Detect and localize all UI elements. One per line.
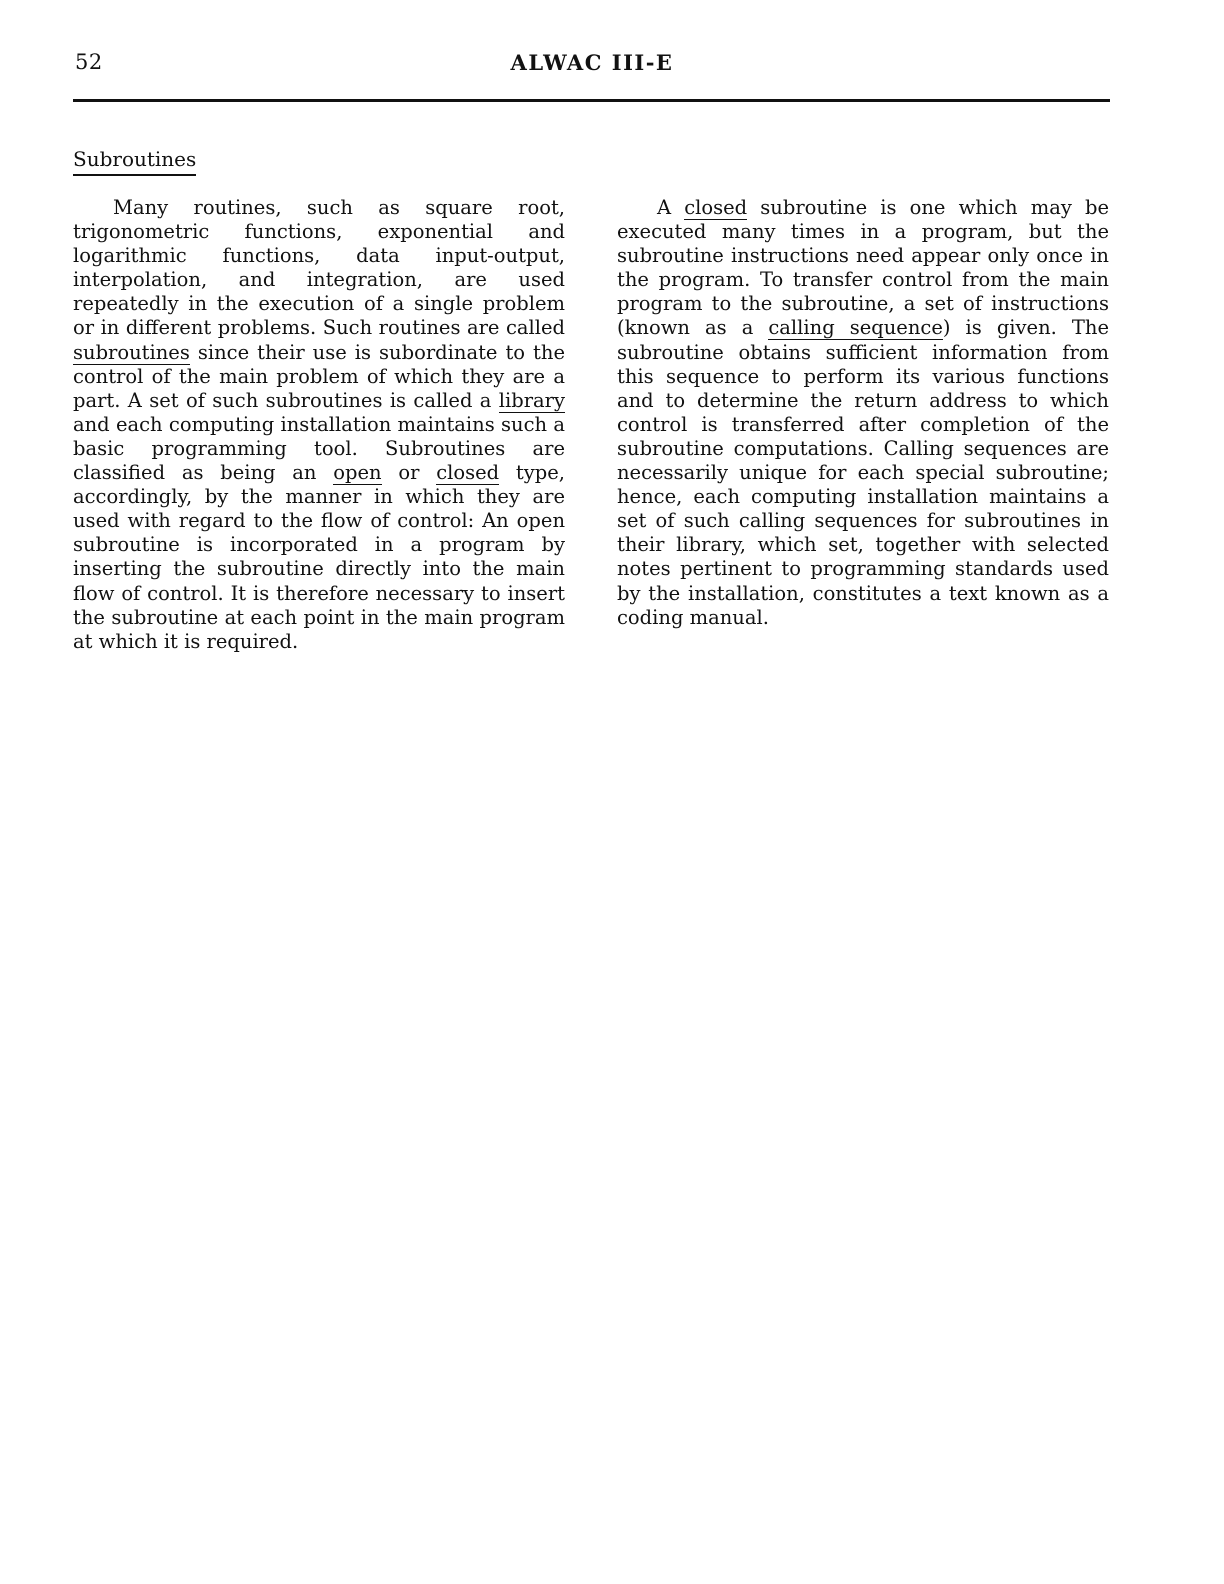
paragraph-closed-subroutine	[617, 196, 1109, 630]
term-subroutines: subroutines	[73, 340, 190, 364]
text-run: and each computing installation maintains such a basic programming tool. Subroutines are classified as being an	[73, 412, 565, 485]
term-closed: closed	[436, 461, 500, 485]
term-library: library	[498, 388, 565, 412]
header-rule	[73, 99, 1110, 102]
text-run: Many routines, such as square root, trigonometric functions, exponential and logarithmic functions, data input-output, interpolation, and integration, are used repeatedly in the execution of a single problem or in different problems. Such routines are called	[73, 196, 565, 340]
term-calling-sequence: calling sequence	[768, 316, 943, 340]
section-heading: Subroutines	[73, 147, 196, 176]
paragraph-subroutines-intro	[73, 196, 565, 654]
term-open: open	[333, 461, 382, 485]
text-run: A	[657, 196, 685, 219]
right-column	[617, 196, 1109, 630]
left-column	[73, 196, 565, 654]
running-head: ALWAC III-E	[510, 50, 674, 75]
text-run: or	[381, 461, 437, 485]
text-run: subroutine is one which may be executed many times in a program, but the subroutine instructions need appear only once in the program. To transfer control from the main program to the subroutine, a set of instructions (known as a	[617, 196, 1109, 340]
text-run: ) is given. The subroutine obtains sufficient information from this sequence to perform its various functions and to determine the return address to which control is transferred after completion of the subroutine computations. Calling sequences are necessarily unique for each special subroutine; hence, each computing installation maintains a set of such calling sequences for subroutines in their library, which set, together with selected notes pertinent to programming standards used by the installation, constitutes a text known as a coding manual.	[617, 316, 1109, 629]
text-run: type, accordingly, by the manner in which they are used with regard to the flow of control: An open subroutine is incorporated in a program by inserting the subroutine directly into the main flow of control. It is therefore necessary to insert the subroutine at each point in the main program at which it is required.	[73, 461, 565, 653]
text-run: since their use is subordinate to the control of the main problem of which they are a part. A set of such subroutines is called a	[73, 340, 565, 412]
page-number: 52	[75, 50, 103, 74]
term-closed: closed	[684, 196, 748, 219]
